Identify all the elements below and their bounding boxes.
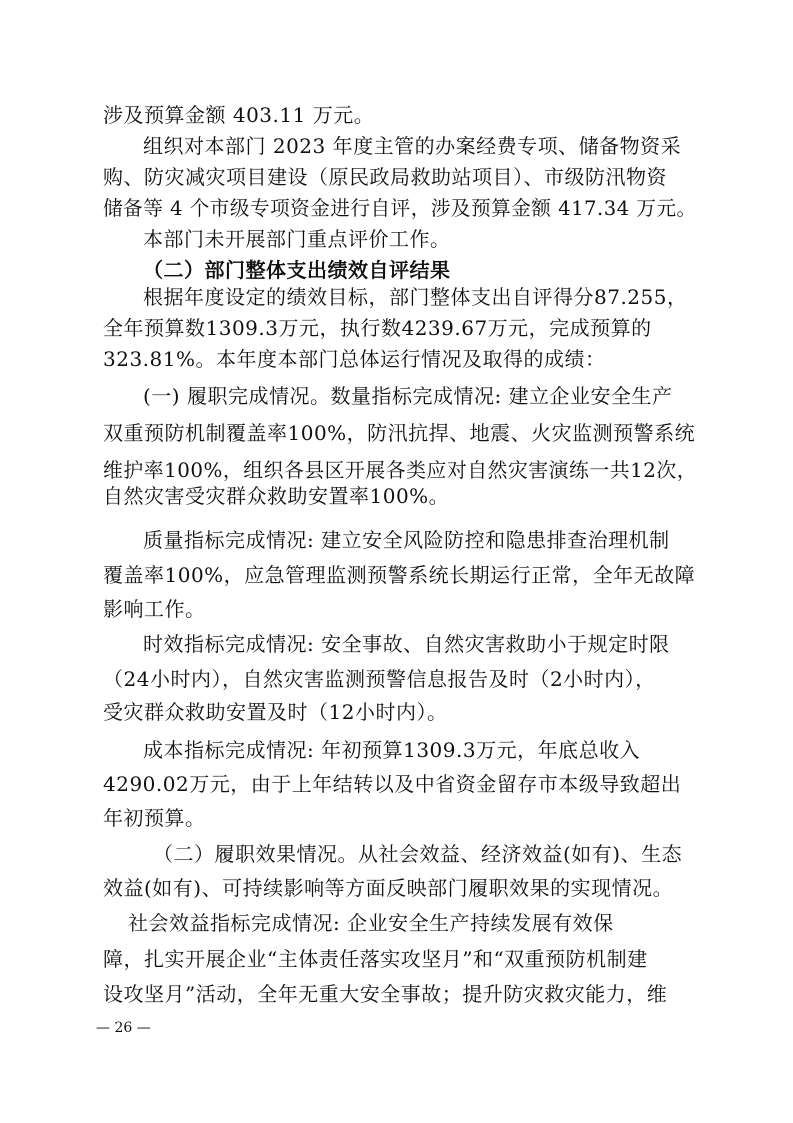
body-line-1: 涉及预算金额 403.11 万元。 bbox=[103, 103, 375, 127]
body-line-16: 影响工作。 bbox=[103, 597, 206, 621]
body-line-22: 年初预算。 bbox=[103, 806, 206, 830]
page-number: — 26 — bbox=[96, 1020, 151, 1036]
body-line-26: 障，扎实开展企业“主体责任落实攻坚月”和“双重预防机制建 bbox=[103, 947, 648, 971]
body-line-13: 自然灾害受灾群众救助安置率100%。 bbox=[103, 484, 450, 508]
body-line-20: 成本指标完成情况: 年初预算1309.3万元，年底总收入 bbox=[143, 738, 641, 762]
body-line-17: 时效指标完成情况: 安全事故、自然灾害救助小于规定时限 bbox=[143, 632, 670, 656]
body-line-27: 设攻坚月”活动，全年无重大安全事故；提升防灾救灾能力，维 bbox=[103, 982, 668, 1006]
body-line-15: 覆盖率100%，应急管理监测预警系统长期运行正常，全年无故障 bbox=[103, 563, 696, 587]
body-line-7: 根据年度设定的绩效目标，部门整体支出自评得分87.255， bbox=[143, 285, 688, 309]
body-line-21: 4290.02万元，由于上年结转以及中省资金留存市本级导致超出 bbox=[103, 772, 682, 796]
body-line-5: 本部门未开展部门重点评价工作。 bbox=[143, 227, 451, 251]
body-line-4: 储备等 4 个市级专项资金进行自评，涉及预算金额 417.34 万元。 bbox=[103, 196, 697, 220]
body-line-25: 社会效益指标完成情况: 企业安全生产持续发展有效保 bbox=[128, 911, 614, 935]
body-line-24: 效益(如有)、可持续影响等方面反映部门履职效果的实现情况。 bbox=[103, 876, 674, 900]
body-line-23: （二）履职效果情况。从社会效益、经济效益(如有)、生态 bbox=[153, 842, 683, 866]
section-heading-overall-result: （二）部门整体支出绩效自评结果 bbox=[143, 258, 451, 282]
body-line-11: 双重预防机制覆盖率100%，防汛抗捍、地震、火灾监测预警系统 bbox=[103, 421, 696, 445]
body-line-19: 受灾群众救助安置及时（12小时内）。 bbox=[103, 700, 448, 724]
body-line-8: 全年预算数1309.3万元，执行数4239.67万元，完成预算的 bbox=[103, 316, 652, 340]
body-line-2: 组织对本部门 2023 年度主管的办案经费专项、储备物资采 bbox=[143, 134, 682, 158]
body-line-9: 323.81%。本年度本部门总体运行情况及取得的成绩： bbox=[103, 347, 606, 371]
body-line-10: (一) 履职完成情况。数量指标完成情况: 建立企业安全生产 bbox=[143, 384, 673, 408]
body-line-12: 维护率100%，组织各县区开展各类应对自然灾害演练一共12次， bbox=[103, 458, 698, 482]
body-line-3: 购、防灾减灾项目建设（原民政局救助站项目）、市级防汛物资 bbox=[103, 165, 667, 189]
body-line-14: 质量指标完成情况: 建立安全风险防控和隐患排查治理机制 bbox=[143, 528, 670, 552]
body-line-18: （24小时内），自然灾害监测预警信息报告及时（2小时内）， bbox=[103, 667, 656, 691]
